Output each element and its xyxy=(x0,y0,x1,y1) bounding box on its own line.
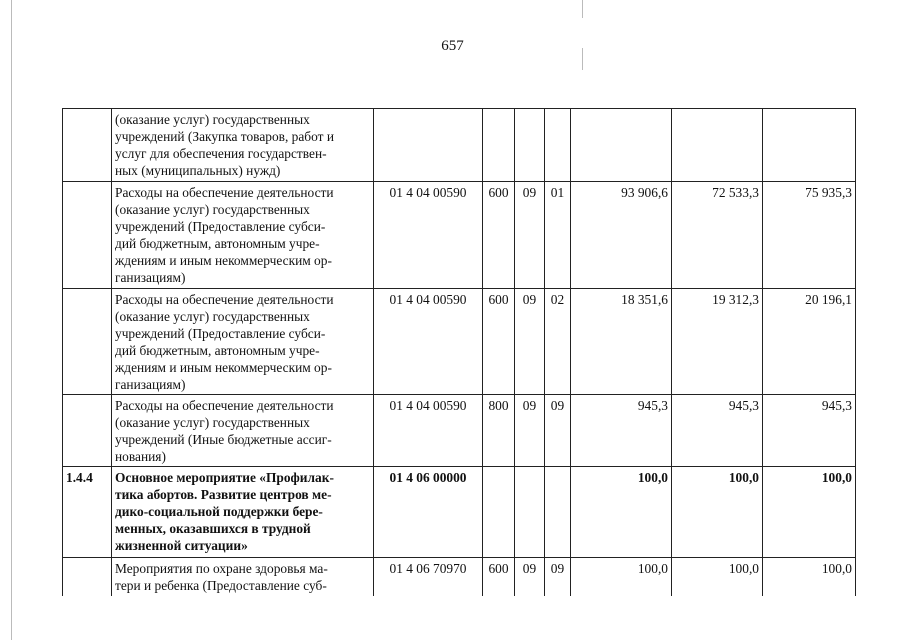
row-rz xyxy=(515,467,545,558)
row-sum-1: 18 351,6 xyxy=(571,289,672,395)
row-rz: 09 xyxy=(515,395,545,467)
row-pr xyxy=(545,109,571,182)
row-code xyxy=(63,289,112,395)
row-vr xyxy=(483,467,515,558)
row-vr xyxy=(483,109,515,182)
row-pr xyxy=(545,467,571,558)
table-row xyxy=(63,558,856,596)
row-csr: 01 4 04 00590 xyxy=(374,395,483,467)
row-csr: 01 4 04 00590 xyxy=(374,289,483,395)
row-sum-1: 100,0 xyxy=(571,558,672,596)
row-code xyxy=(63,558,112,596)
scan-edge-line-left xyxy=(11,0,12,640)
row-code: 1.4.4 xyxy=(63,467,112,558)
row-description: Расходы на обеспечение деятельности (оказание услуг) государственных учреждений (Предоставление субси- дий бюджетным, автономным учре- ждениям и иным некоммерческим ор- ганизациям) xyxy=(112,182,374,289)
row-code xyxy=(63,395,112,467)
row-csr: 01 4 06 70970 xyxy=(374,558,483,596)
row-pr: 09 xyxy=(545,395,571,467)
row-sum-3 xyxy=(763,109,856,182)
row-rz: 09 xyxy=(515,182,545,289)
scan-edge-line-top xyxy=(582,0,583,18)
table-row xyxy=(63,182,856,289)
row-rz xyxy=(515,109,545,182)
row-sum-1: 93 906,6 xyxy=(571,182,672,289)
row-csr: 01 4 06 00000 xyxy=(374,467,483,558)
row-description: Расходы на обеспечение деятельности (оказание услуг) государственных учреждений (Предоставление субси- дий бюджетным, автономным учре- ждениям и иным некоммерческим ор- ганизациям) xyxy=(112,289,374,395)
row-rz: 09 xyxy=(515,558,545,596)
row-sum-2: 100,0 xyxy=(672,558,763,596)
row-sum-1 xyxy=(571,109,672,182)
row-sum-2: 19 312,3 xyxy=(672,289,763,395)
row-vr: 600 xyxy=(483,289,515,395)
row-sum-2: 72 533,3 xyxy=(672,182,763,289)
row-csr xyxy=(374,109,483,182)
table-row xyxy=(63,109,856,182)
row-code xyxy=(63,182,112,289)
row-pr: 01 xyxy=(545,182,571,289)
row-code xyxy=(63,109,112,182)
row-vr: 600 xyxy=(483,558,515,596)
row-pr: 02 xyxy=(545,289,571,395)
table-row xyxy=(63,289,856,395)
table-row xyxy=(63,395,856,467)
row-sum-1: 100,0 xyxy=(571,467,672,558)
row-sum-3: 100,0 xyxy=(763,558,856,596)
row-sum-2: 100,0 xyxy=(672,467,763,558)
row-description: Основное мероприятие «Профилак- тика абортов. Развитие центров ме- дико-социальной поддержки бере- менных, оказавшихся в трудной жизненной ситуации» xyxy=(112,467,374,558)
row-rz: 09 xyxy=(515,289,545,395)
row-vr: 600 xyxy=(483,182,515,289)
budget-table xyxy=(62,108,856,596)
row-sum-3: 20 196,1 xyxy=(763,289,856,395)
row-pr: 09 xyxy=(545,558,571,596)
row-sum-2: 945,3 xyxy=(672,395,763,467)
row-description: (оказание услуг) государственных учреждений (Закупка товаров, работ и услуг для обеспечения государствен- ных (муниципальных) нужд) xyxy=(112,109,374,182)
row-sum-3: 100,0 xyxy=(763,467,856,558)
row-sum-3: 945,3 xyxy=(763,395,856,467)
row-vr: 800 xyxy=(483,395,515,467)
row-description: Расходы на обеспечение деятельности (оказание услуг) государственных учреждений (Иные бюджетные ассиг- нования) xyxy=(112,395,374,467)
row-sum-3: 75 935,3 xyxy=(763,182,856,289)
row-description: Мероприятия по охране здоровья ма- тери и ребенка (Предоставление суб- xyxy=(112,558,374,596)
row-sum-1: 945,3 xyxy=(571,395,672,467)
table-row-section xyxy=(63,467,856,558)
row-csr: 01 4 04 00590 xyxy=(374,182,483,289)
page-number: 657 xyxy=(441,38,464,54)
row-sum-2 xyxy=(672,109,763,182)
